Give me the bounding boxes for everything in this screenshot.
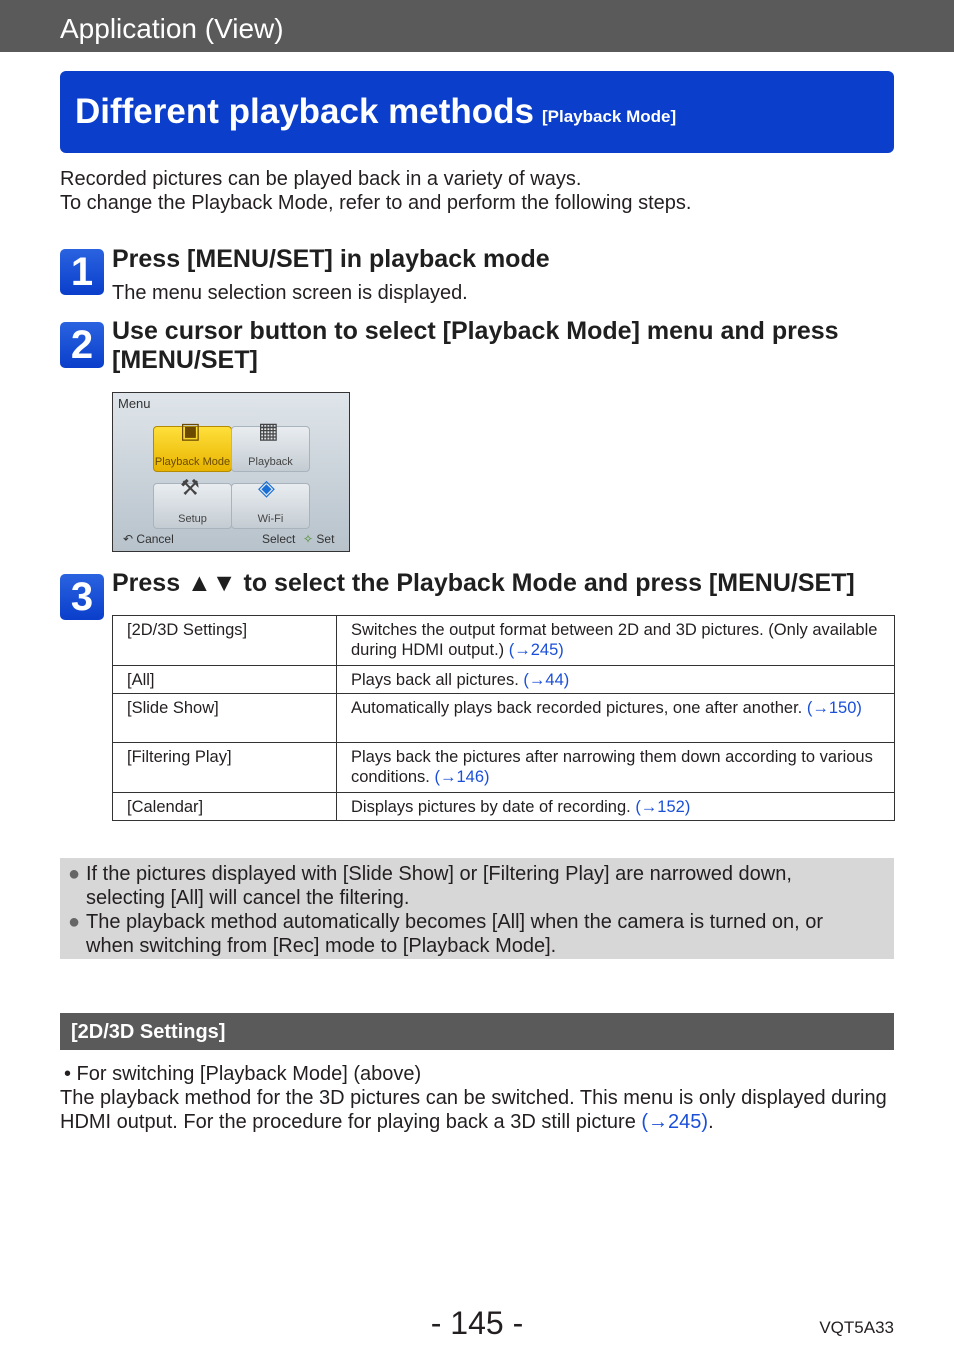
manual-code: VQT5A33	[819, 1318, 894, 1337]
step-1-desc: The menu selection screen is displayed.	[112, 282, 468, 304]
step-number-2: 2	[60, 322, 104, 368]
playback-mode-table	[112, 615, 895, 821]
desc-text: Plays back all pictures.	[351, 671, 519, 689]
bullet-icon: ●	[68, 863, 81, 885]
table-row	[113, 694, 895, 743]
mode-name: [All]	[113, 666, 337, 694]
page-title: Different playback methods	[75, 92, 534, 131]
page-ref-link[interactable]: (→44)	[523, 671, 570, 689]
set-hint	[303, 532, 334, 546]
note-text: The playback method automatically becomes [All] when the camera is turned on, or when switching from [Rec] mode to [Playback Mode].	[86, 911, 824, 957]
mode-name: [Filtering Play]	[113, 743, 337, 793]
section-bullet: • For switching [Playback Mode] (above)	[64, 1063, 422, 1085]
table-row	[113, 666, 895, 694]
mode-desc	[337, 666, 895, 694]
page-ref-link[interactable]: (→150)	[806, 699, 862, 717]
notes-box	[60, 858, 894, 959]
set-label: Set	[316, 532, 335, 546]
mode-name: [Slide Show]	[113, 694, 337, 743]
step-number-3: 3	[60, 574, 104, 620]
section-text: The playback method for the 3D pictures can be switched. This menu is only displayed during HDMI output. For the procedure for playing back a 3D still picture	[60, 1087, 887, 1133]
select-hint: Select	[262, 532, 296, 546]
header-bar	[0, 0, 954, 52]
table-row	[113, 743, 895, 793]
desc-text: Displays pictures by date of recording.	[351, 798, 631, 816]
section-title: [2D/3D Settings]	[71, 1021, 226, 1043]
wifi-icon: ◈	[258, 475, 275, 500]
desc-text: Plays back the pictures after narrowing them down according to various conditions.	[351, 748, 873, 786]
playback-icon: ▦	[258, 418, 279, 443]
page-ref-link[interactable]: (→146)	[434, 768, 490, 786]
playback-mode-icon: ▣	[180, 418, 201, 443]
table-row	[113, 616, 895, 666]
section-header	[60, 1013, 894, 1050]
dial-icon: ✧	[303, 532, 314, 546]
menu-screenshot	[112, 392, 350, 552]
intro-line: To change the Playback Mode, refer to and perform the following steps.	[60, 192, 692, 214]
tile-wifi	[231, 475, 310, 529]
tile-playback-mode	[153, 418, 232, 472]
page-subtitle: [Playback Mode]	[542, 107, 677, 126]
note-item	[68, 862, 876, 910]
step-3-title: Press ▲▼ to select the Playback Mode and press [MENU/SET]	[112, 569, 855, 597]
page-title-box	[60, 71, 894, 153]
section-end: .	[708, 1111, 714, 1133]
cancel-label: Cancel	[136, 532, 174, 546]
note-text: If the pictures displayed with [Slide Show] or [Filtering Play] are narrowed down, selecting [All] will cancel the filtering.	[86, 863, 792, 909]
step-1-title: Press [MENU/SET] in playback mode	[112, 245, 550, 273]
mode-desc	[337, 793, 895, 821]
step-2-title: Use cursor button to select [Playback Mode] menu and press [MENU/SET]	[112, 317, 839, 374]
wrench-icon: ⚒	[180, 475, 200, 500]
page-ref-link[interactable]: (→245)	[508, 641, 564, 659]
tile-label: Playback Mode	[154, 456, 231, 468]
tile-label: Setup	[178, 513, 207, 525]
tile-playback	[231, 418, 310, 472]
desc-text: Switches the output format between 2D and 3D pictures. (Only available during HDMI output.)	[351, 621, 878, 659]
section-body	[60, 1062, 894, 1134]
return-icon: ↶	[123, 532, 134, 546]
tile-label: Wi-Fi	[257, 513, 284, 525]
page-number: - 145 -	[430, 1305, 524, 1341]
page-ref-link[interactable]: (→245)	[641, 1111, 709, 1133]
desc-text: Automatically plays back recorded pictures, one after another.	[351, 699, 803, 717]
section-paragraph	[60, 1086, 894, 1134]
mode-name: [2D/3D Settings]	[113, 616, 337, 666]
intro-text	[60, 167, 691, 215]
intro-line: Recorded pictures can be played back in a variety of ways.	[60, 168, 582, 190]
page-ref-link[interactable]: (→152)	[635, 798, 691, 816]
cancel-hint	[123, 532, 174, 546]
mode-desc	[337, 743, 895, 793]
table-row	[113, 793, 895, 821]
mode-name: [Calendar]	[113, 793, 337, 821]
breadcrumb: Application (View)	[60, 13, 284, 44]
step-number-1: 1	[60, 249, 104, 295]
mode-desc	[337, 616, 895, 666]
tile-label: Playback	[248, 456, 293, 468]
bullet-icon: ●	[68, 911, 81, 933]
menu-label: Menu	[118, 396, 151, 411]
tile-setup	[153, 475, 232, 529]
note-item	[68, 910, 876, 958]
mode-desc	[337, 694, 895, 743]
